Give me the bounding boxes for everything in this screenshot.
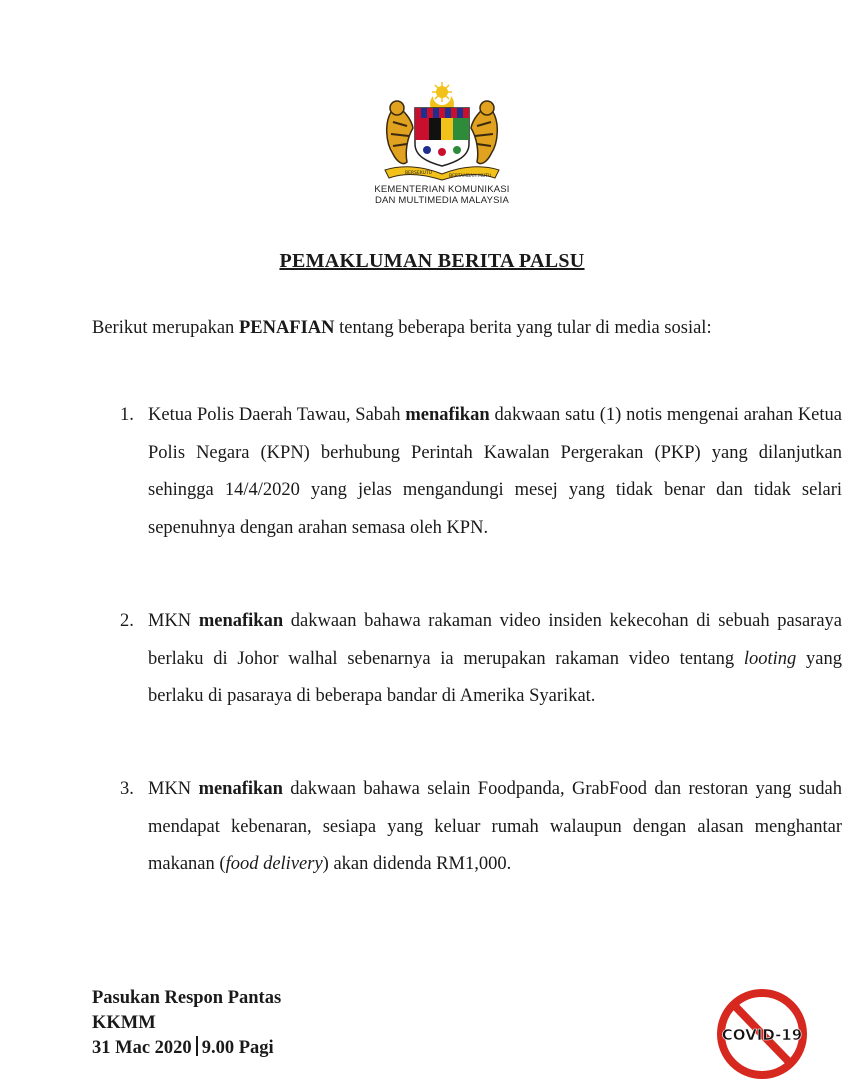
date: 31 Mac 2020: [92, 1038, 192, 1058]
divider: [196, 1036, 198, 1056]
signature-block: [92, 986, 281, 1061]
list-item: [92, 771, 842, 884]
item-italic: food delivery: [225, 854, 323, 874]
item-text: Ketua Polis Daerah Tawau, Sabah: [148, 405, 406, 425]
date-time: [92, 1036, 281, 1061]
time: 9.00 Pagi: [201, 1038, 274, 1058]
item-number: 2.: [120, 611, 134, 631]
organization: KKMM: [92, 1013, 156, 1033]
item-text: yang berlaku di pasaraya di beberapa bandar di Amerika Syarikat.: [148, 648, 843, 706]
crest-motto-right: BERTAMBAH MUTU: [449, 174, 492, 179]
item-text: MKN: [148, 611, 199, 631]
ministry-header: [362, 82, 522, 212]
list-item: [92, 603, 842, 716]
item-emphasis: menafikan: [405, 405, 490, 425]
team-name: Pasukan Respon Pantas: [92, 988, 282, 1008]
item-text: dakwaan bahawa selain Foodpanda, GrabFood dan restoran yang sudah mendapat kebenaran, sesiapa yang keluar rumah walaupun dengan alasan menghantar makanan (: [148, 779, 842, 874]
intro-paragraph: [92, 311, 786, 345]
ministry-line-2: DAN MULTIMEDIA MALAYSIA: [374, 195, 510, 206]
crest-motto-left: BERSEKUTU: [405, 171, 432, 176]
item-italic: looting: [743, 648, 797, 669]
page-title: PEMAKLUMAN BERITA PALSU: [279, 250, 585, 272]
badge-label: COVID-19: [721, 1026, 803, 1044]
no-covid-19-icon: [712, 988, 812, 1080]
intro-text-start: Berikut merupakan: [92, 318, 239, 338]
item-emphasis: menafikan: [198, 611, 284, 631]
intro-text-end: tentang beberapa berita yang tular di media sosial:: [334, 318, 712, 338]
item-text: dakwaan satu (1) notis mengenai arahan Ketua Polis Negara (KPN) berhubung Perintah Kawalan Pergerakan (PKP) yang dilanjutkan sehingga 14/4/2020 yang jelas mengandungi mesej yang tidak benar dan tidak selari sepenuhnya dengan arahan semasa oleh KPN.: [148, 405, 842, 538]
malaysia-coat-of-arms-icon: [377, 82, 507, 182]
item-text: ) akan didenda RM1,000.: [322, 854, 512, 874]
item-number: 3.: [120, 779, 134, 799]
ministry-name: [362, 184, 522, 206]
intro-emphasis: PENAFIAN: [238, 318, 335, 338]
list-item: [92, 397, 842, 547]
item-text: MKN: [148, 779, 199, 799]
item-number: 1.: [120, 405, 134, 425]
item-text: dakwaan bahawa rakaman video insiden kekecohan di sebuah pasaraya berlaku di Johor walhal sebenarnya ia merupakan rakaman video tentang: [148, 611, 842, 669]
item-emphasis: menafikan: [198, 779, 283, 799]
ministry-line-1: KEMENTERIAN KOMUNIKASI: [374, 184, 510, 195]
